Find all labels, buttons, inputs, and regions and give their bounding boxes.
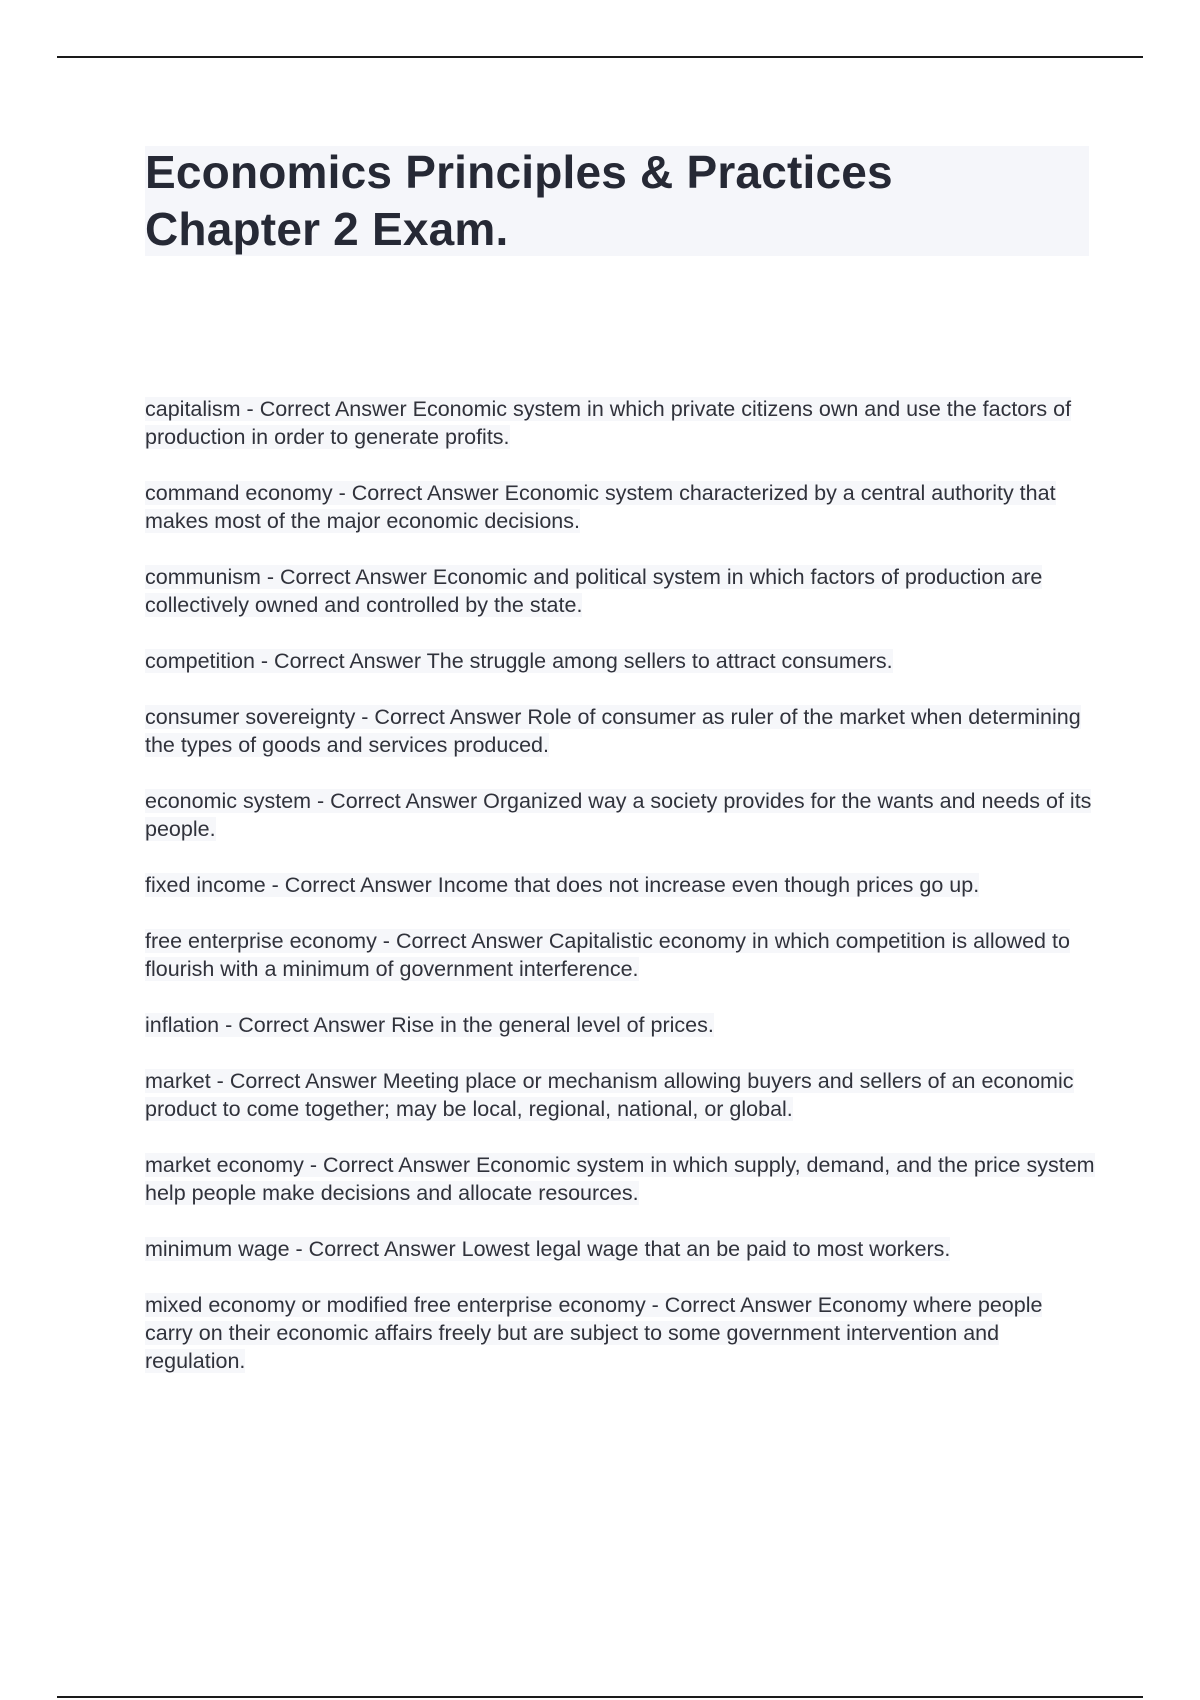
entry-item: [145, 787, 1095, 843]
entry-item: [145, 479, 1095, 535]
entry-item: [145, 703, 1095, 759]
entry-text: fixed income - Correct Answer Income that does not increase even though prices go up.: [145, 873, 980, 897]
entry-text: economic system - Correct Answer Organized way a society provides for the wants and needs of its people.: [145, 789, 1092, 841]
entry-text: consumer sovereignty - Correct Answer Role of consumer as ruler of the market when determining the types of goods and services produced.: [145, 705, 1081, 757]
entry-item: [145, 1235, 1095, 1263]
entry-text: capitalism - Correct Answer Economic system in which private citizens own and use the factors of production in order to generate profits.: [145, 397, 1072, 449]
entry-item: [145, 563, 1095, 619]
entry-text: free enterprise economy - Correct Answer Capitalistic economy in which competition is allowed to flourish with a minimum of government interference.: [145, 929, 1070, 981]
entry-item: [145, 1291, 1095, 1375]
entry-list: [145, 395, 1095, 1403]
entry-text: market - Correct Answer Meeting place or mechanism allowing buyers and sellers of an economic product to come together; may be local, regional, national, or global.: [145, 1069, 1074, 1121]
entry-item: [145, 1067, 1095, 1123]
entry-text: inflation - Correct Answer Rise in the general level of prices.: [145, 1013, 714, 1037]
bottom-rule: [57, 1696, 1143, 1698]
entry-item: [145, 1011, 1095, 1039]
title-block: [145, 146, 1089, 256]
entry-text: mixed economy or modified free enterprise economy - Correct Answer Economy where people carry on their economic affairs freely but are subject to some government intervention and regulation.: [145, 1293, 1043, 1373]
page-title: Economics Principles & Practices Chapter 2 Exam.: [145, 146, 893, 255]
entry-text: minimum wage - Correct Answer Lowest legal wage that an be paid to most workers.: [145, 1237, 951, 1261]
entry-text: competition - Correct Answer The struggle among sellers to attract consumers.: [145, 649, 893, 673]
entry-item: [145, 1151, 1095, 1207]
entry-text: command economy - Correct Answer Economic system characterized by a central authority that makes most of the major economic decisions.: [145, 481, 1056, 533]
entry-text: market economy - Correct Answer Economic system in which supply, demand, and the price system help people make decisions and allocate resources.: [145, 1153, 1095, 1205]
entry-text: communism - Correct Answer Economic and political system in which factors of production are collectively owned and controlled by the state.: [145, 565, 1043, 617]
entry-item: [145, 927, 1095, 983]
entry-item: [145, 647, 1095, 675]
entry-item: [145, 871, 1095, 899]
entry-item: [145, 395, 1095, 451]
top-rule: [57, 56, 1143, 58]
